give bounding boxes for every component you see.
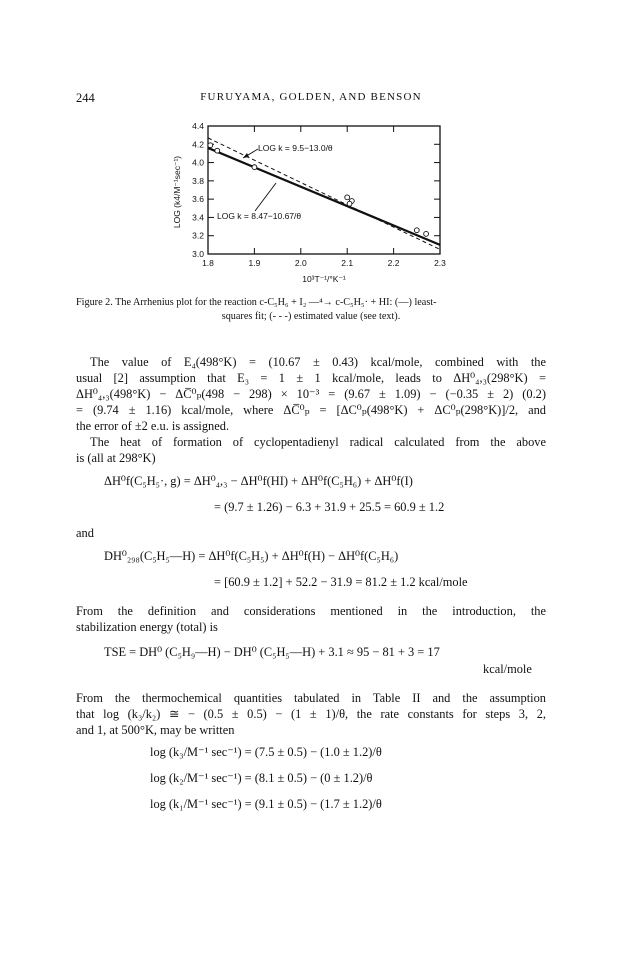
text-line: that log (k₃/k₂) ≅ − (0.5 ± 0.5) − (1 ± 1)/θ, the rate constants for steps 3, 2, (76, 707, 546, 721)
equation-bond-dissociation-result: = [60.9 ± 1.2] + 52.2 − 31.9 = 81.2 ± 1.2 kcal/mole (214, 575, 468, 589)
figure-caption (76, 296, 546, 323)
y-tick-label: 4.4 (192, 121, 204, 131)
y-tick-label: 4.2 (192, 139, 204, 150)
x-axis-label: 10³T⁻¹/°K⁻¹ (302, 274, 346, 284)
arrhenius-plot (0, 0, 624, 300)
equation-k3: log (k₃/M⁻¹ sec⁻¹) = (7.5 ± 0.5) − (1.0 ± 1.2)/θ (150, 745, 382, 759)
text-line: The heat of formation of cyclopentadienyl radical calculated from the above (90, 435, 546, 449)
text-line: usual [2] assumption that E₃ = 1 ± 1 kcal/mole, leads to ΔH⁰₄,₃(298°K) = (76, 371, 546, 385)
text-line: From the thermochemical quantities tabulated in Table II and the assumption (76, 691, 546, 705)
text-line: is (all at 298°K) (76, 451, 156, 465)
data-point (345, 195, 350, 200)
x-tick-label: 1.9 (248, 258, 261, 268)
paragraph-e4-value (76, 354, 546, 434)
equation-k2: log (k₂/M⁻¹ sec⁻¹) = (8.1 ± 0.5) − (0 ± 1.2)/θ (150, 771, 373, 785)
text-line: From the definition and considerations mentioned in the introduction, the (76, 604, 546, 618)
data-point (215, 148, 220, 153)
data-point (414, 228, 419, 233)
annotation-solid-label: LOG k = 8.47−10.67/θ (217, 211, 302, 221)
equation-heat-formation-result: = (9.7 ± 1.26) − 6.3 + 31.9 + 25.5 = 60.9 ± 1.2 (214, 500, 445, 514)
data-point (208, 143, 213, 148)
text-line: the error of ±2 e.u. is assigned. (76, 419, 230, 433)
text-line: and 1, at 500°K, may be written (76, 723, 235, 737)
annotation-dashed-label: LOG k = 9.5−13.0/θ (258, 143, 333, 153)
page-number: 244 (76, 91, 95, 105)
text-line: The value of E₄(498°K) = (10.67 ± 0.43) kcal/mole, combined with the (90, 355, 546, 369)
equation-k1: log (k₁/M⁻¹ sec⁻¹) = (9.1 ± 0.5) − (1.7 ± 1.2)/θ (150, 797, 382, 811)
y-tick-label: 4.0 (192, 157, 204, 168)
y-axis-label: LOG (k4/M⁻¹sec⁻¹) (172, 155, 182, 229)
x-tick-label: 1.8 (202, 258, 214, 268)
text-line: = (9.74 ± 1.16) kcal/mole, where ΔC̅⁰ₚ = [ΔC⁰ₚ(498°K) + ΔC⁰ₚ(298°K)]/2, and (76, 403, 546, 417)
equation-bond-dissociation: DH⁰₂₉₈(C₅H₅—H) = ΔH⁰f(C₅H₅) + ΔH⁰f(H) − ΔH⁰f(C₅H₆) (104, 549, 399, 563)
y-tick-label: 3.4 (192, 212, 204, 223)
y-tick-label: 3.0 (192, 249, 204, 259)
running-head: FURUYAMA, GOLDEN, AND BENSON (200, 91, 422, 103)
equation-tse-unit: kcal/mole (483, 662, 532, 676)
data-point (347, 201, 352, 206)
x-tick-label: 2.1 (341, 258, 354, 268)
text-line: ΔH⁰₄,₃(498°K) − ΔC̅⁰ₚ(498 − 298) × 10⁻³ = (9.67 ± 1.09) − (−0.35 ± 2) (0.2) (76, 387, 546, 401)
equation-heat-formation: ΔH⁰f(C₅H₅·, g) = ΔH⁰₄,₃ − ΔH⁰f(HI) + ΔH⁰f(C₅H₆) + ΔH⁰f(I) (104, 474, 413, 488)
caption-line: squares fit; (- - -) estimated value (see text). (221, 310, 401, 322)
y-tick-label: 3.6 (192, 194, 204, 205)
paragraph-rate-constants (76, 690, 546, 738)
x-tick-label: 2.3 (434, 258, 446, 268)
data-point (424, 231, 429, 236)
paragraph-heat-of-formation (76, 434, 546, 466)
annotation-leader-solid (255, 183, 276, 211)
fit-lines (208, 138, 440, 250)
data-point (252, 165, 257, 170)
x-tick-label: 2.2 (387, 258, 400, 268)
paragraph-stabilization (76, 603, 546, 635)
y-tick-label: 3.2 (192, 230, 204, 241)
equation-tse: TSE = DH⁰ (C₅H₉—H) − DH⁰ (C₅H₅—H) + 3.1 ≈ 95 − 81 + 3 = 17 (104, 645, 440, 659)
y-tick-label: 3.8 (192, 175, 204, 186)
caption-line: Figure 2. The Arrhenius plot for the reaction c-C₅H₆ + I₂ —⁴→ c-C₅H₅· + HI: (—) least- (76, 297, 437, 308)
x-tick-label: 2.0 (294, 258, 307, 268)
text-line: stabilization energy (total) is (76, 620, 218, 634)
connector-and: and (76, 526, 94, 540)
estimated-fit-line (208, 138, 440, 250)
data-points (208, 143, 429, 236)
least-squares-fit-line (208, 148, 440, 245)
